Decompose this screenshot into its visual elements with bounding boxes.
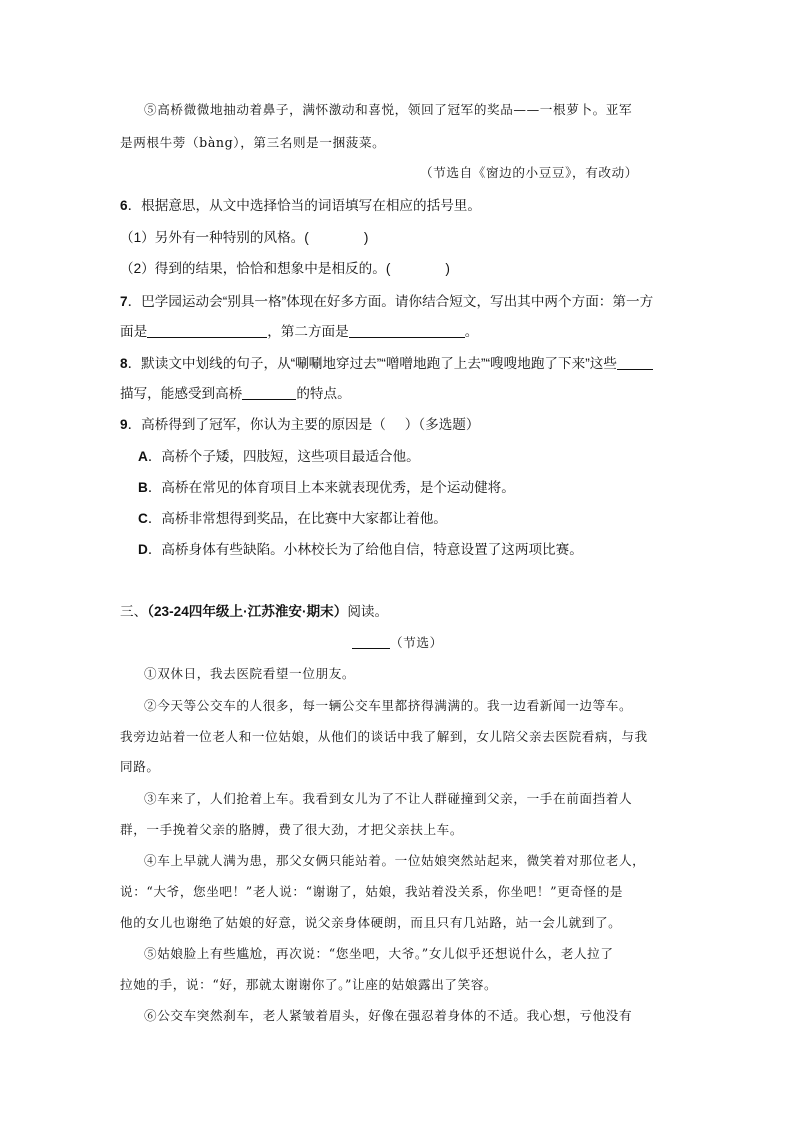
item-text: （2）得到的结果，恰恰和想象中是相反的。( xyxy=(120,261,391,276)
option-b[interactable] xyxy=(138,478,515,498)
question-6-item-1 xyxy=(120,228,368,248)
question-number: 8 xyxy=(120,356,128,371)
passage-line: 说：“大爷，您坐吧！”老人说：“谢谢了，姑娘，我站着没关系，你坐吧！”更奇怪的是 xyxy=(120,884,624,899)
passage-line: ②今天等公交车的人很多，每一辆公交车里都挤得满满的。我一边看新闻一边等车。 xyxy=(144,698,633,713)
bracket-close: ) xyxy=(445,261,450,276)
passage-paragraph-5-line-2: 是两根牛蒡（bàng），第三名则是一捆菠菜。 xyxy=(120,135,386,150)
option-letter: C xyxy=(138,511,148,526)
option-text: ．高桥非常想得到奖品，在比赛中大家都让着他。 xyxy=(147,511,447,526)
question-number: 7 xyxy=(120,294,128,309)
option-letter: D xyxy=(138,542,148,557)
answer-blank-2[interactable] xyxy=(349,323,465,338)
passage-line: 我旁边站着一位老人和一位姑娘，从他们的谈话中我了解到，女儿陪父亲去医院看病，与我 xyxy=(120,729,648,744)
question-number: 6 xyxy=(120,198,128,213)
question-8 xyxy=(120,354,653,374)
passage-line: ④车上早就人满为患，那父女俩只能站着。一位姑娘突然站起来，微笑着对那位老人， xyxy=(144,853,646,868)
question-8-line-2 xyxy=(120,384,351,404)
text-segment: 。 xyxy=(464,324,479,339)
passage-title xyxy=(352,633,443,653)
option-letter: B xyxy=(138,480,148,495)
question-6-item-2 xyxy=(120,259,450,279)
question-text: ．默读文中划线的句子，从“唰唰地穿过去”“噌噌地跑了上去”“嗖嗖地跑了下来”这些 xyxy=(127,356,617,371)
question-7 xyxy=(120,292,653,312)
title-suffix: （节选） xyxy=(390,635,443,650)
text-segment: 描写，能感受到高桥 xyxy=(120,386,243,401)
passage-line: ⑤姑娘脸上有些尴尬，再次说：“您坐吧，大爷。”女儿似乎还想说什么，老人拉了 xyxy=(144,946,614,961)
section-source: （23-24四年级上·江苏淮安·期末） xyxy=(147,604,348,619)
passage-line: ③车来了，人们抢着上车。我看到女儿为了不让人群碰撞到父亲，一手在前面挡着人 xyxy=(144,791,633,806)
option-a[interactable] xyxy=(138,447,420,467)
text-segment: 面是 xyxy=(120,324,148,339)
passage-line: 群，一手挽着父亲的胳膊，费了很大劲，才把父亲扶上车。 xyxy=(120,822,464,837)
question-7-line-2 xyxy=(120,322,478,342)
passage-paragraph-5-line-1: ⑤高桥微微地抽动着鼻子，满怀激动和喜悦，领回了冠军的奖品——一根萝卜。亚军 xyxy=(144,102,633,117)
passage-line: 拉她的手，说：“好，那就太谢谢你了。”让座的姑娘露出了笑容。 xyxy=(120,977,498,992)
option-text: ．高桥个子矮，四肢短，这些项目最适合他。 xyxy=(147,449,420,464)
text-segment: ，第二方面是 xyxy=(267,324,349,339)
question-9 xyxy=(120,415,480,435)
passage-line: 同路。 xyxy=(120,759,160,774)
option-letter: A xyxy=(138,449,148,464)
option-d[interactable] xyxy=(138,540,583,560)
answer-blank-1[interactable] xyxy=(617,355,653,370)
section-instruction: 阅读。 xyxy=(347,604,389,619)
question-text: ．巴学园运动会“别具一格”体现在好多方面。请你结合短文，写出其中两个方面：第一方 xyxy=(127,294,654,309)
bracket-close: ) xyxy=(363,230,369,245)
passage-line: ①双休日，我去医院看望一位朋友。 xyxy=(144,666,356,681)
question-text: ．高桥得到了冠军，你认为主要的原因是（ ）（多选题） xyxy=(127,417,480,432)
text-segment: 的特点。 xyxy=(296,386,351,401)
section-3-heading xyxy=(120,602,388,622)
answer-blank-2[interactable] xyxy=(242,385,296,400)
passage-line: ⑥公交车突然刹车，老人紧皱着眉头，好像在强忍着身体的不适。我心想，亏他没有 xyxy=(144,1008,633,1023)
section-number: 三、 xyxy=(120,604,148,619)
item-text: （1）另外有一种特别的风格。( xyxy=(120,230,309,245)
answer-blank-1[interactable] xyxy=(147,323,267,338)
option-c[interactable] xyxy=(138,509,447,529)
question-number: 9 xyxy=(120,417,128,432)
question-text: ．根据意思，从文中选择恰当的词语填写在相应的括号里。 xyxy=(127,198,481,213)
passage-source: （节选自《窗边的小豆豆》，有改动） xyxy=(420,165,638,180)
question-6 xyxy=(120,196,481,216)
option-text: ．高桥身体有些缺陷。小林校长为了给他自信，特意设置了这两项比赛。 xyxy=(147,542,583,557)
title-blank[interactable] xyxy=(352,634,390,649)
passage-line: 他的女儿也谢绝了姑娘的好意，说父亲身体硬朗，而且只有几站路，站一会儿就到了。 xyxy=(120,915,622,930)
option-text: ．高桥在常见的体育项目上本来就表现优秀，是个运动健将。 xyxy=(147,480,515,495)
